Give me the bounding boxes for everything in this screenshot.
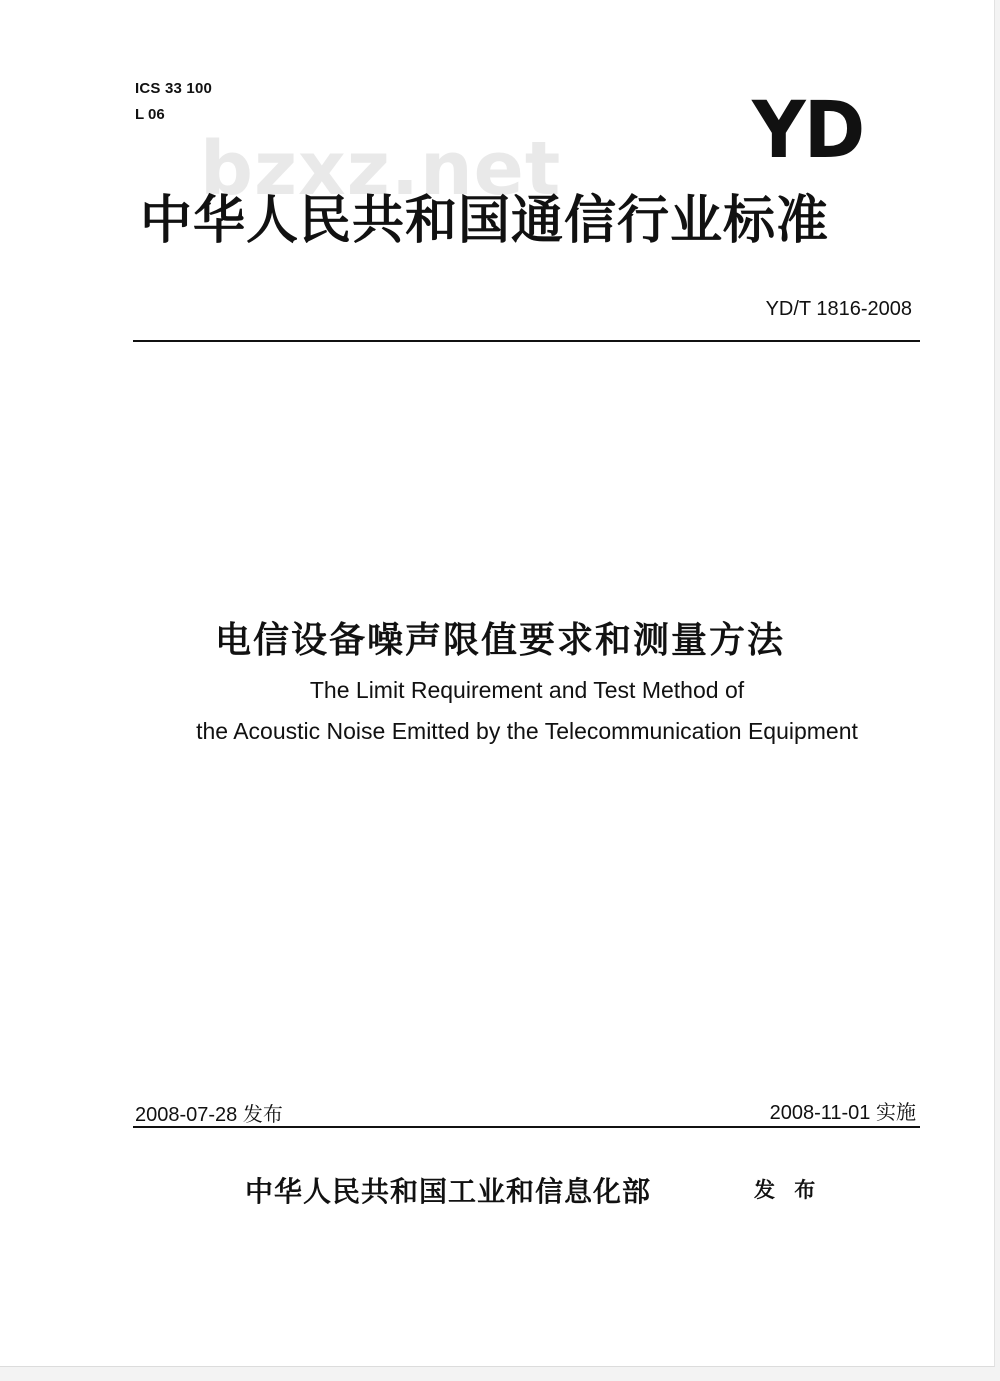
document-title-cn: 电信设备噪声限值要求和测量方法 — [214, 620, 785, 661]
document-title-en-line2: the Acoustic Noise Emitted by the Telecommunication Equipment — [196, 718, 858, 744]
yd-logo: YD — [752, 86, 864, 176]
watermark: bzxz.net — [200, 126, 562, 212]
standard-title: 中华人民共和国通信行业标准 — [140, 191, 830, 251]
viewer-background — [0, 1368, 1000, 1381]
implementation-date: 2008-11-01 实施 — [769, 1102, 916, 1124]
ccs-code: L 06 — [135, 106, 165, 123]
standard-number: YD/T 1816-2008 — [765, 298, 912, 320]
issue-date: 2008-07-28 发布 — [135, 1104, 283, 1126]
ics-code: ICS 33 100 — [135, 80, 213, 97]
document-title-en-line1: The Limit Requirement and Test Method of — [309, 677, 745, 703]
publisher: 中华人民共和国工业和信息化部 — [245, 1175, 652, 1208]
bottom-divider — [133, 1126, 920, 1128]
top-divider — [133, 340, 920, 342]
publisher-suffix: 发 布 — [754, 1177, 822, 1202]
